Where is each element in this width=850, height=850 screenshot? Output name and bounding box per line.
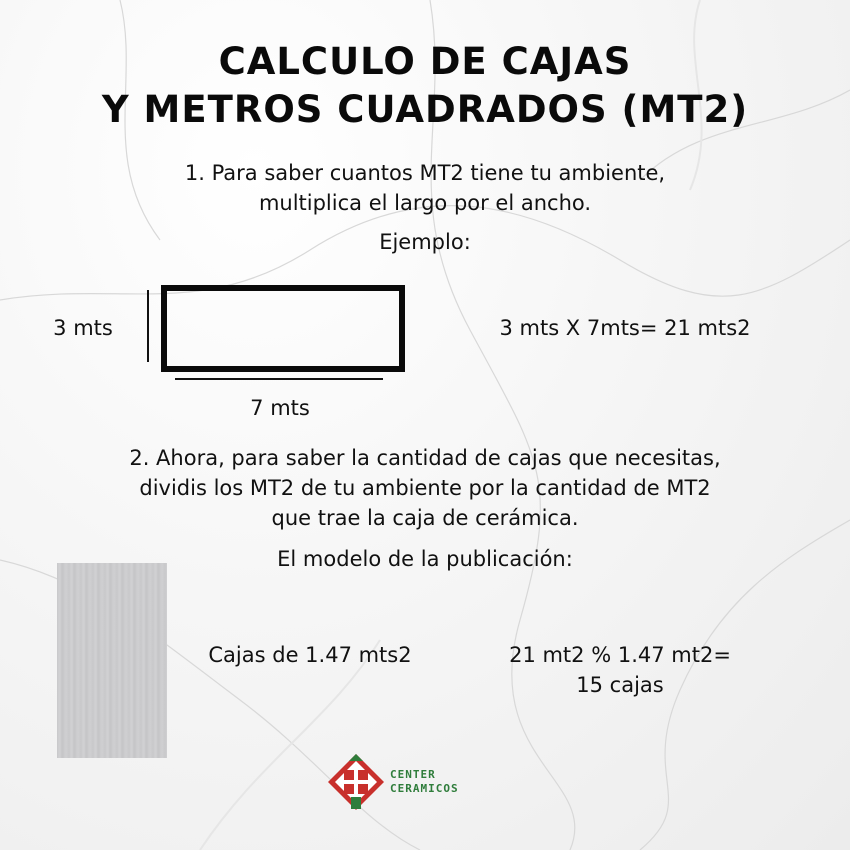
page-title [0, 38, 850, 134]
step-1-line-1: 1. Para saber cuantos MT2 tiene tu ambiente, [184, 161, 666, 185]
center-ceramicos-logo-icon [327, 753, 385, 811]
brand-name [390, 768, 459, 796]
brand-line-1: CENTER [390, 768, 436, 781]
example-label: Ejemplo: [379, 230, 471, 254]
step-2-text [40, 443, 810, 533]
brand-line-2: CERAMICOS [390, 782, 459, 795]
boxes-formula-line-1: 21 mt2 % 1.47 mt2= [509, 643, 731, 667]
step-1-text [60, 158, 790, 218]
model-label: El modelo de la publicación: [277, 547, 573, 571]
height-label: 3 mts [53, 316, 113, 340]
room-rectangle [161, 285, 405, 372]
step-2-line-3: que trae la caja de cerámica. [271, 506, 579, 530]
width-label: 7 mts [250, 396, 310, 420]
title-line-1: CALCULO DE CAJAS [218, 40, 632, 83]
width-dimension-line [175, 378, 383, 380]
boxes-formula-line-2: 15 cajas [576, 673, 664, 697]
step-2-line-2: dividis los MT2 de tu ambiente por la cantidad de MT2 [139, 476, 711, 500]
tile-sample-image [57, 563, 167, 758]
step-1-line-2: multiplica el largo por el ancho. [258, 191, 592, 215]
boxes-formula [460, 640, 780, 700]
title-line-2: Y METROS CUADRADOS (MT2) [101, 88, 749, 131]
step-2-line-1: 2. Ahora, para saber la cantidad de cajas que necesitas, [129, 446, 721, 470]
height-dimension-line [147, 290, 149, 362]
area-formula: 3 mts X 7mts= 21 mts2 [499, 316, 751, 340]
box-size-text: Cajas de 1.47 mts2 [208, 643, 412, 667]
